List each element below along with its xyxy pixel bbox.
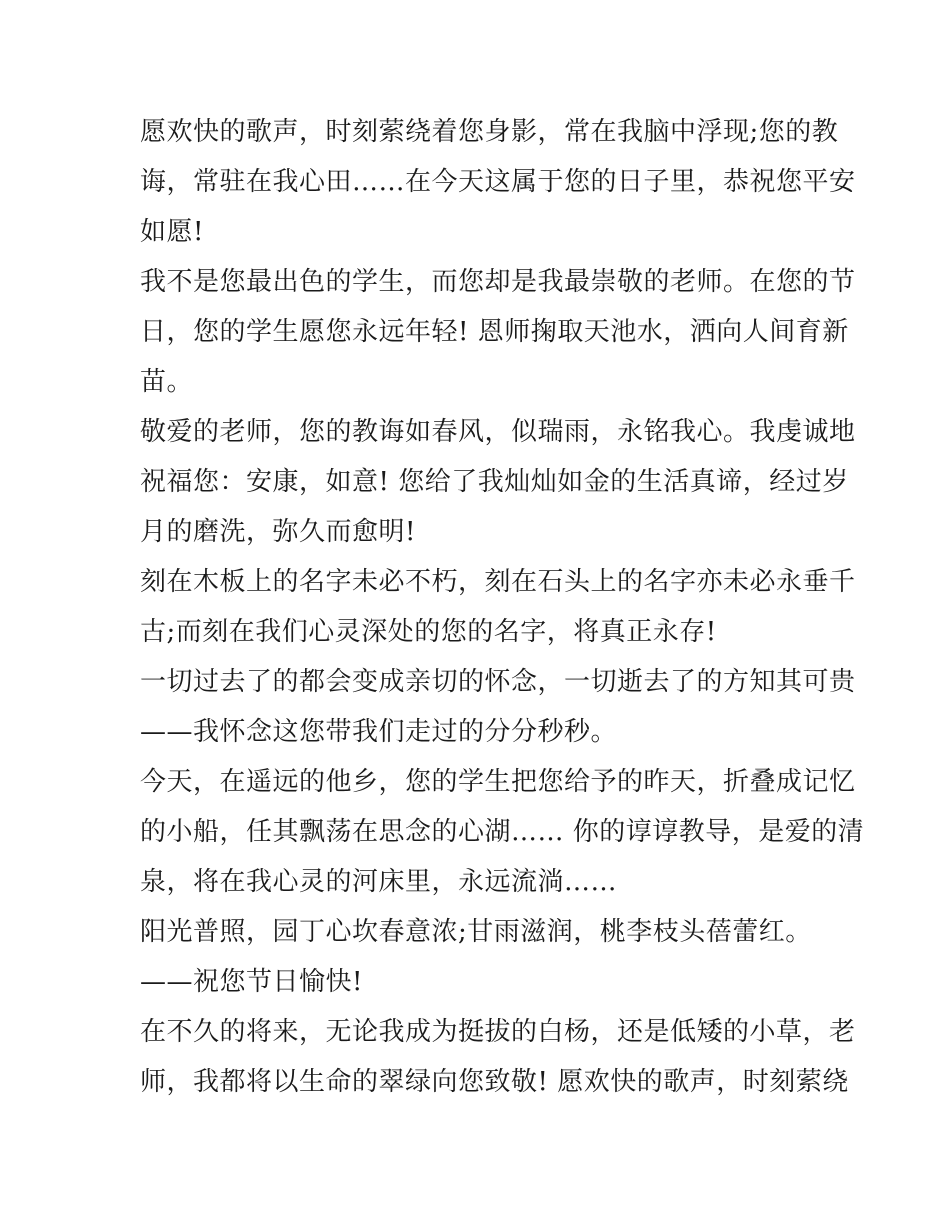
text-line: 日，您的学生愿您永远年轻! 恩师掬取天池水，洒向人间育新 xyxy=(140,317,849,347)
text-line: 月的磨洗，弥久而愈明! xyxy=(140,517,416,547)
text-line: 如愿! xyxy=(140,217,204,247)
text-line: 祝福您：安康，如意! 您给了我灿灿如金的生活真谛，经过岁 xyxy=(140,467,849,497)
paragraph-8 xyxy=(140,1007,856,1107)
text-line: ——祝您节日愉快! xyxy=(140,967,363,997)
text-line: 阳光普照，园丁心坎春意浓;甘雨滋润，桃李枝头蓓蕾红。 xyxy=(140,917,812,947)
text-line: 今天，在遥远的他乡，您的学生把您给予的昨天，折叠成记忆 xyxy=(140,767,856,797)
paragraph-6 xyxy=(140,757,865,907)
text-line: 一切过去了的都会变成亲切的怀念，一切逝去了的方知其可贵 xyxy=(140,667,856,697)
text-line: 古;而刻在我们心灵深处的您的名字，将真正永存! xyxy=(140,617,717,647)
text-line: 刻在木板上的名字未必不朽，刻在石头上的名字亦未必永垂千 xyxy=(140,567,856,597)
text-line: 愿欢快的歌声，时刻萦绕着您身影，常在我脑中浮现;您的教 xyxy=(140,117,839,147)
paragraph-7 xyxy=(140,907,820,1007)
text-line: 诲，常驻在我心田……在今天这属于您的日子里，恭祝您平安 xyxy=(140,167,856,197)
paragraph-3 xyxy=(140,407,856,557)
text-line: ——我怀念这您带我们走过的分分秒秒。 xyxy=(140,717,618,747)
text-line: 敬爱的老师，您的教诲如春风，似瑞雨，永铭我心。我虔诚地 xyxy=(140,417,856,447)
paragraph-2 xyxy=(140,257,856,407)
paragraph-1 xyxy=(140,107,856,257)
document-body xyxy=(140,107,865,1107)
paragraph-5 xyxy=(140,657,856,757)
text-line: 泉，将在我心灵的河床里，永远流淌…… xyxy=(140,867,618,897)
paragraph-4 xyxy=(140,557,856,657)
text-line: 苗。 xyxy=(140,367,194,397)
text-line: 的小船，任其飘荡在思念的心湖…… 你的谆谆教导，是爱的清 xyxy=(140,817,865,847)
text-line: 师，我都将以生命的翠绿向您致敬! 愿欢快的歌声，时刻萦绕 xyxy=(140,1067,849,1097)
text-line: 我不是您最出色的学生，而您却是我最崇敬的老师。在您的节 xyxy=(140,267,856,297)
text-line: 在不久的将来，无论我成为挺拔的白杨，还是低矮的小草，老 xyxy=(140,1017,856,1047)
